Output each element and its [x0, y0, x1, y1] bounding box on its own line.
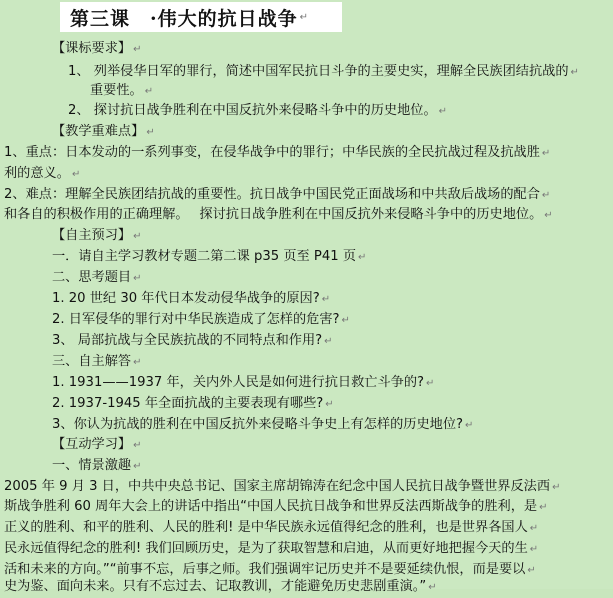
- paragraph-mark: ↵: [71, 169, 81, 180]
- text-line: [90, 81, 153, 101]
- line-text: 重要性。: [90, 83, 143, 98]
- line-text: 【互动学习】: [52, 437, 132, 452]
- line-text: 三、自主解答: [52, 354, 132, 369]
- paragraph-mark: ↵: [529, 523, 539, 534]
- line-text: 2、难点：理解全民族团结抗战的重要性。抗日战争中国民党正面战场和中共敌后战场的配合: [4, 187, 540, 202]
- line-text: 1、 列举侵华日军的罪行，简述中国军民抗日斗争的主要史实，理解全民族团结抗战的: [68, 64, 569, 79]
- paragraph-mark: ↵: [552, 482, 561, 493]
- paragraph-mark: ↵: [133, 273, 142, 284]
- paragraph-mark: ↵: [428, 582, 437, 593]
- paragraph-mark: ↵: [544, 210, 553, 221]
- text-line: [4, 518, 538, 538]
- line-text: 2. 1937-1945 年全面抗战的主要表现有哪些?: [52, 396, 324, 411]
- lesson-title: 第三课 ·伟大的抗日战争: [70, 7, 298, 30]
- line-text: 2. 日军侵华的罪行对中华民族造成了怎样的危害?: [52, 312, 340, 327]
- paragraph-mark: ↵: [299, 11, 309, 23]
- text-line: [52, 456, 142, 476]
- paragraph-mark: ↵: [341, 315, 350, 326]
- line-text: 1. 20 世纪 30 年代日本发动侵华战争的原因?: [52, 291, 320, 306]
- paragraph-mark: ↵: [541, 148, 551, 159]
- text-line: [4, 477, 560, 497]
- text-line: [4, 164, 80, 184]
- text-line: [52, 122, 155, 142]
- text-line: [4, 497, 548, 517]
- paragraph-mark: ↵: [465, 420, 474, 431]
- line-text: 2、 探讨抗日战争胜利在中国反抗外来侵略斗争中的历史地位。: [68, 103, 437, 118]
- line-text: 一．请自主学习教材专题二第二课 p35 页至 P41 页: [52, 249, 357, 264]
- text-line: [52, 39, 142, 59]
- line-text: 2005 年 9 月 3 日，中共中央总书记、国家主席胡锦涛在纪念中国人民抗日战争暨世界反法西: [4, 479, 551, 494]
- paragraph-mark: ↵: [325, 399, 334, 410]
- line-text: 【课标要求】: [52, 41, 132, 56]
- line-text: 1. 1931——1937 年，关内外人民是如何进行抗日救亡斗争的?: [52, 375, 425, 390]
- paragraph-mark: ↵: [541, 190, 551, 201]
- paragraph-mark: ↵: [133, 44, 142, 55]
- paragraph-mark: ↵: [529, 544, 539, 555]
- text-line: [52, 268, 142, 288]
- paragraph-mark: ↵: [321, 294, 331, 305]
- text-line: [4, 185, 550, 205]
- line-text: 正义的胜利、和平的胜利、人民的胜利! 是中华民族永远值得纪念的胜利，也是世界各国人: [4, 520, 528, 535]
- paragraph-mark: ↵: [324, 336, 333, 347]
- paragraph-mark: ↵: [438, 106, 448, 117]
- text-line: [52, 394, 334, 414]
- line-text: 活和未来的方向。”“前事不忘，后事之师。我们强调牢记历史并不是要延续仇恨，而是要以: [4, 562, 526, 577]
- line-text: 利的意义。: [4, 166, 70, 181]
- line-text: 一、情景激趣: [52, 458, 132, 473]
- line-text: 斯战争胜利 60 周年大会上的讲话中指出“中国人民抗日战争和世界反法西斯战争的胜利，是: [4, 499, 538, 514]
- text-line: [4, 577, 437, 597]
- text-line: [52, 247, 366, 267]
- paragraph-mark: ↵: [133, 440, 142, 451]
- paragraph-mark: ↵: [133, 461, 142, 472]
- paragraph-mark: ↵: [144, 86, 154, 97]
- line-text: 和各自的积极作用的正确理解。 探讨抗日战争胜利在中国反抗外来侵略斗争中的历史地位。: [4, 207, 543, 222]
- line-text: 3、 局部抗战与全民族抗战的不同特点和作用?: [52, 333, 323, 348]
- text-line: [4, 143, 550, 163]
- paragraph-mark: ↵: [539, 502, 548, 513]
- paragraph-mark: ↵: [570, 67, 579, 78]
- paragraph-mark: ↵: [426, 378, 435, 389]
- paragraph-mark: ↵: [358, 252, 367, 263]
- text-line: [52, 415, 473, 435]
- line-text: 1、重点：日本发动的一系列事变，在侵华战争中的罪行；中华民族的全民抗战过程及抗战胜: [4, 145, 540, 160]
- text-line: [52, 352, 142, 372]
- text-line: [68, 101, 447, 121]
- line-text: 【教学重难点】: [52, 124, 145, 139]
- paragraph-mark: ↵: [146, 127, 155, 138]
- paragraph-mark: ↵: [527, 565, 536, 576]
- line-text: 【自主预习】: [52, 228, 132, 243]
- line-text: 史为鉴、面向未来。只有不忘过去、记取教训，才能避免历史悲剧重演。”: [4, 579, 427, 594]
- paragraph-mark: ↵: [133, 231, 142, 242]
- text-line: [52, 331, 333, 351]
- title-box: [60, 2, 342, 32]
- text-line: [52, 310, 350, 330]
- line-text: 民永远值得纪念的胜利! 我们回顾历史，是为了获取智慧和启迪，从而更好地把握今天的生: [4, 541, 528, 556]
- text-line: [52, 226, 142, 246]
- text-line: [4, 539, 538, 559]
- text-line: [52, 373, 434, 393]
- paragraph-mark: ↵: [133, 357, 142, 368]
- text-line: [52, 289, 330, 309]
- line-text: 二、思考题目: [52, 270, 132, 285]
- text-line: [4, 205, 553, 225]
- text-line: [52, 435, 142, 455]
- line-text: 3、你认为抗战的胜利在中国反抗外来侵略斗争史上有怎样的历史地位?: [52, 417, 464, 432]
- text-line: [68, 62, 579, 82]
